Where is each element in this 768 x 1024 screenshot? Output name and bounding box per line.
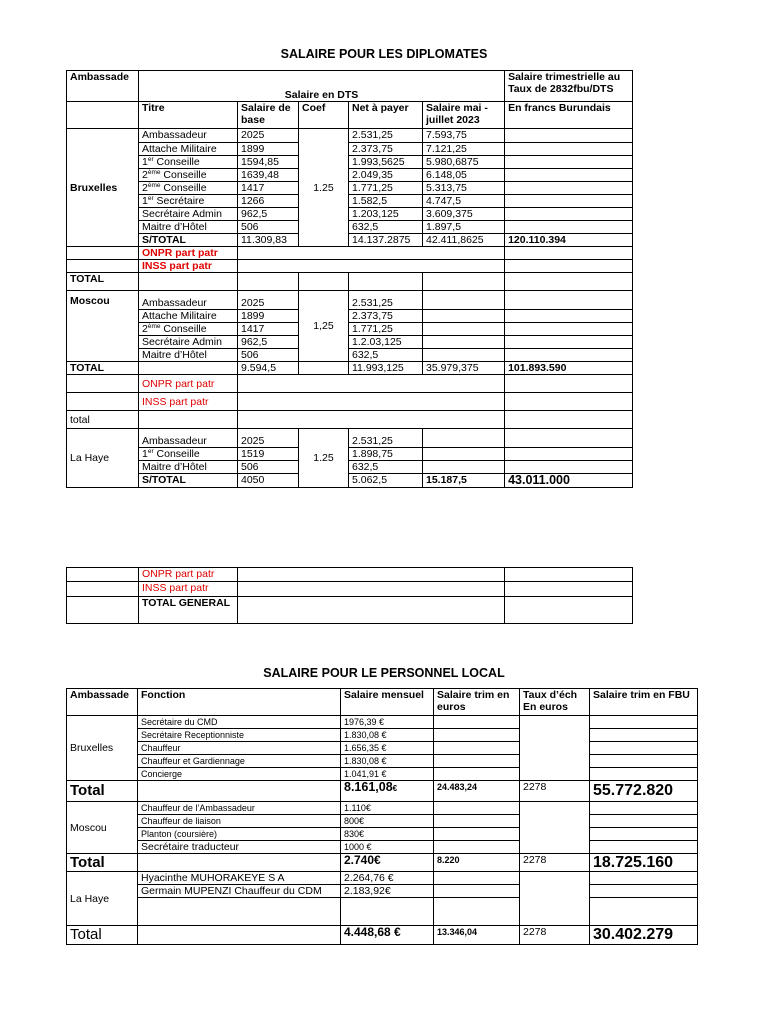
diplomats-table: Ambassade Salaire en DTS Salaire trimestrielle au Taux de 2832fbu/DTS Titre Salaire de base Coef Net à payer Salaire mai - juillet 2023 En francs Burundais Bruxelles Ambassadeur 2025 1.25 2.531,25 7.593,75 Attache Militaire 1899 2.373,75 7.121,25 1er Conseille 1594,85 1.993,5625 5.980,6875 2ème Conseille 1639,48 2.049,35 6.148,05 2ème Conseille 1417 1.771,25 5.313,75 1er Secrétaire 1266 1.582,5 4.747,5 Secrétaire Admin 962,5 1.203,125 3.609,375 Maitre d’Hôtel 506 632,5 1.897,5 S/TOTAL 11.309,83 14.137.2875 42.411,8625 120.110.394 ONPR part patr INSS part patr TOTAL Moscou Ambassadeur 2025 1,25 2.531,25 Attache Militaire 1899 2.373,75 2ème Conseille 1417 1.771,25 Secrétaire Admin 962,5 1.2.03,125 Maitre d’Hôtel 506 632,5 TOTAL 9.594,5 11.993,125 35.979,375 101.893.590 ONPR part patr INSS part patr total La Haye Ambassadeur 2025 1.25 2.531,25 1er Conseille 1519 1.898,75 Maitre d’Hôtel 506 632,5 S/TOTAL 4050 5.062,5 15.187,5 43.011.000 (66, 70, 633, 488)
ambassade-bruxelles: Bruxelles (67, 716, 138, 781)
inss-label: INSS part patr (139, 582, 238, 597)
diplomats-title: SALAIRE POUR LES DIPLOMATES (280, 47, 488, 61)
coef-moscou: 1,25 (299, 291, 349, 362)
table-row-title: Maitre d’Hôtel (139, 349, 238, 362)
inss-label: INSS part patr (139, 260, 238, 273)
total-label: Total (67, 781, 138, 802)
ambassade-moscou: Moscou (67, 291, 139, 362)
header-taux: Taux d’éch En euros (520, 689, 590, 716)
table-row-title: Attache Militaire (139, 310, 238, 323)
stotal-label: S/TOTAL (139, 234, 238, 247)
table-row-title: 2ème Conseille (139, 323, 238, 336)
header-net: Net à payer (349, 102, 423, 129)
header-ambassade: Ambassade (67, 689, 138, 716)
table-row-title: Ambassadeur (139, 129, 238, 143)
total-mensuel-la-haye: 4.448,68 € (341, 926, 434, 945)
ambassade-la-haye: La Haye (67, 429, 139, 488)
stotal-fbu-la-haye: 43.011.000 (505, 474, 633, 488)
total-fbu-la-haye: 30.402.279 (590, 926, 698, 945)
table-row-title: 2ème Conseille (139, 182, 238, 195)
table-row-title: 1er Secrétaire (139, 195, 238, 208)
table-row-title: 1er Conseille (139, 156, 238, 169)
table-row-fonction: Chauffeur de liaison (138, 815, 341, 828)
table-row-title: Secrétaire Admin (139, 208, 238, 221)
header-francs: En francs Burundais (505, 102, 633, 129)
header-salaire-mai: Salaire mai - juillet 2023 (423, 102, 505, 129)
total-label: Total (67, 926, 138, 945)
stotal-label: S/TOTAL (139, 474, 238, 488)
table-row-fonction: Concierge (138, 768, 341, 781)
header-salaire-base: Salaire de base (238, 102, 299, 129)
inss-label: INSS part patr (139, 393, 238, 411)
table-row-fonction: Chauffeur de l’Ambassadeur (138, 802, 341, 815)
header-salaire-dts: Salaire en DTS (139, 71, 505, 102)
ambassade-bruxelles: Bruxelles (67, 129, 139, 247)
total-mensuel-moscou: 2.740€ (341, 854, 434, 872)
table-row-title: Secrétaire Admin (139, 336, 238, 349)
header-ambassade: Ambassade (67, 71, 139, 102)
total-label: TOTAL (67, 362, 139, 375)
total-general-table (66, 567, 633, 624)
table-row-title: 1er Conseille (139, 448, 238, 461)
table-row-fonction: Chauffeur (138, 742, 341, 755)
header-salaire-trim: Salaire trimestrielle au Taux de 2832fbu/DTS (505, 71, 633, 102)
table-row-fonction: Germain MUPENZI Chauffeur du CDM (138, 885, 341, 898)
onpr-label: ONPR part patr (139, 375, 238, 393)
total-fbu-bruxelles: 55.772.820 (590, 781, 698, 802)
total-label: TOTAL (67, 273, 139, 291)
onpr-label: ONPR part patr (139, 247, 238, 260)
header-coef: Coef (299, 102, 349, 129)
table-row-fonction: Secrétaire du CMD (138, 716, 341, 729)
ambassade-moscou: Moscou (67, 802, 138, 854)
coef-bruxelles: 1.25 (299, 129, 349, 247)
table-row-fonction: Secrétaire Receptionniste (138, 729, 341, 742)
table-row-fonction: Chauffeur et Gardiennage (138, 755, 341, 768)
total-fbu-moscou: 101.893.590 (505, 362, 633, 375)
table-row-title: Ambassadeur (139, 429, 238, 448)
header-salaire-trim-fbu: Salaire trim en FBU (590, 689, 698, 716)
total-label: Total (67, 854, 138, 872)
ambassade-la-haye: La Haye (67, 872, 138, 926)
total-fbu-moscou: 18.725.160 (590, 854, 698, 872)
header-salaire-trim-euros: Salaire trim en euros (434, 689, 520, 716)
onpr-label: ONPR part patr (139, 568, 238, 582)
table-row-title: Maitre d’Hôtel (139, 461, 238, 474)
table-row-fonction: Hyacinthe MUHORAKEYE S A (138, 872, 341, 885)
coef-la-haye: 1.25 (299, 429, 349, 488)
table-row-fonction: Secrétaire traducteur (138, 841, 341, 854)
header-titre: Titre (139, 102, 238, 129)
total-label: total (67, 411, 139, 429)
table-row-title: 2ème Conseille (139, 169, 238, 182)
table-row-title: Attache Militaire (139, 143, 238, 156)
table-row-title: Maitre d’Hôtel (139, 221, 238, 234)
table-row-fonction: Planton (coursière) (138, 828, 341, 841)
total-general-label: TOTAL GENERAL (139, 597, 238, 624)
header-salaire-mensuel: Salaire mensuel (341, 689, 434, 716)
local-staff-title: SALAIRE POUR LE PERSONNEL LOCAL (263, 666, 505, 680)
table-row-title: Ambassadeur (139, 291, 238, 310)
local-staff-table: Ambassade Fonction Salaire mensuel Salaire trim en euros Taux d’éch En euros Salaire trim en FBU Bruxelles Secrétaire du CMD 1976,39 € Secrétaire Receptionniste 1.830,08 € Chauffeur 1.656,35 € Chauffeur et Gardiennage 1.830,08 € Concierge 1.041,91 € Total 8.161,08€ 24.483,24 2278 55.772.820 Moscou Chauffeur de l’Ambassadeur 1.110€ Chauffeur de liaison 800€ Planton (coursière) 830€ Secrétaire traducteur 1000 € Total 2.740€ 8.220 2278 18.725.160 La Haye Hyacinthe MUHORAKEYE S A 2.264,76 € Germain MUPENZI Chauffeur du CDM 2.183,92€ Total 4.448,68 € 13.346,04 2278 30.402.279 (66, 688, 698, 945)
stotal-fbu-bruxelles: 120.110.394 (505, 234, 633, 247)
total-mensuel-bruxelles: 8.161,08€ (341, 781, 434, 802)
header-fonction: Fonction (138, 689, 341, 716)
